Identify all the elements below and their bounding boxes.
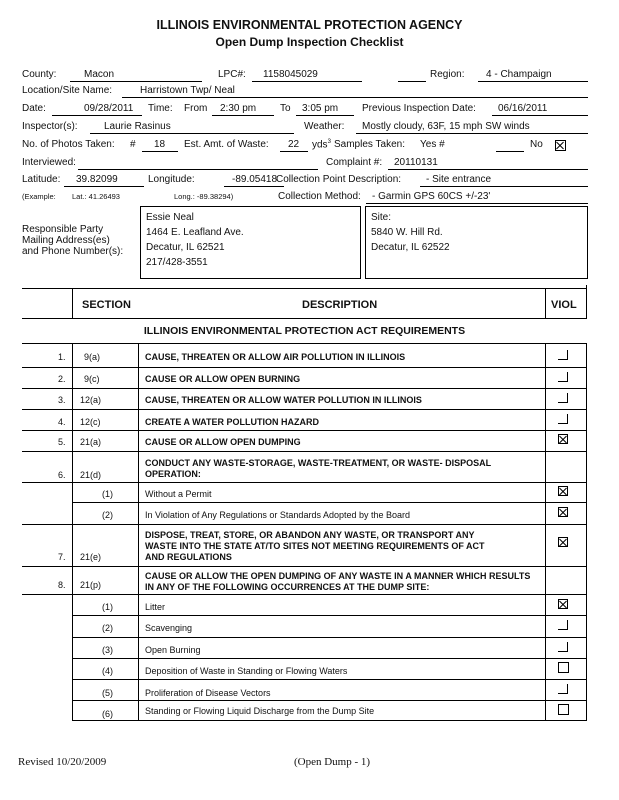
row-5-num: 5. bbox=[58, 437, 66, 447]
lpc-value: 1158045029 bbox=[263, 69, 318, 80]
date-label: Date: bbox=[22, 103, 46, 114]
collection-point-value: - Site entrance bbox=[426, 174, 492, 185]
row-3-section: 12(a) bbox=[80, 395, 102, 405]
weather-value: Mostly cloudy, 63F, 15 mph SW winds bbox=[362, 121, 530, 132]
complaint-value: 20110131 bbox=[394, 157, 438, 168]
county-value: Macon bbox=[84, 69, 115, 80]
row-8-5-description: Proliferation of Disease Vectors bbox=[145, 688, 271, 698]
samples-no-checkbox[interactable] bbox=[555, 140, 566, 151]
row-6-section: 21(d) bbox=[80, 470, 102, 480]
row-1-description: CAUSE, THREATEN OR ALLOW AIR POLLUTION IN ILLINOIS bbox=[145, 352, 406, 362]
inspectors-label: Inspector(s): bbox=[22, 121, 78, 132]
photos-value: 18 bbox=[154, 139, 166, 150]
row-4-description: CREATE A WATER POLLUTION HAZARD bbox=[145, 417, 319, 427]
row-5-section: 21(a) bbox=[80, 437, 102, 447]
site-address: Site: 5840 W. Hill Rd. Decatur, IL 62522 bbox=[371, 212, 450, 253]
row-6-description-line1: CONDUCT ANY WASTE-STORAGE, WASTE-TREATMENT, OR WASTE- DISPOSAL bbox=[145, 458, 492, 468]
row-8-num: 8. bbox=[58, 580, 66, 590]
row-4-num: 4. bbox=[58, 417, 66, 427]
row-8-3-sub: (3) bbox=[102, 645, 113, 655]
region-label: Region: bbox=[430, 69, 465, 80]
inspectors-value: Laurie Rasinus bbox=[104, 121, 171, 132]
page-label: (Open Dump - 1) bbox=[294, 756, 371, 768]
row-8-2-sub: (2) bbox=[102, 623, 113, 633]
row-8-description-line1: CAUSE OR ALLOW THE OPEN DUMPING OF ANY WASTE IN A MANNER WHICH RESULTS bbox=[145, 571, 531, 581]
samples-no-label: No bbox=[530, 139, 543, 150]
prev-inspection-value: 06/16/2011 bbox=[498, 103, 548, 114]
row-4-section: 12(c) bbox=[80, 417, 101, 427]
example-lat: Lat.: 41.26493 bbox=[72, 192, 120, 201]
time-to-value: 3:05 pm bbox=[302, 103, 339, 114]
revised-date: Revised 10/20/2009 bbox=[18, 756, 107, 768]
region-value: 4 - Champaign bbox=[486, 69, 552, 80]
row-6-description-line2: OPERATION: bbox=[145, 469, 201, 479]
row-6-2-sub: (2) bbox=[102, 510, 113, 520]
samples-label: Samples Taken: bbox=[334, 139, 405, 150]
longitude-label: Longitude: bbox=[148, 174, 195, 185]
samples-yes-label: Yes # bbox=[420, 139, 445, 150]
collection-method-value: - Garmin GPS 60CS +/-23' bbox=[372, 191, 491, 202]
row-2-num: 2. bbox=[58, 374, 66, 384]
complaint-label: Complaint #: bbox=[326, 157, 383, 168]
time-from-label: From bbox=[184, 103, 208, 114]
col-viol-header: VIOL bbox=[551, 299, 577, 311]
time-from-value: 2:30 pm bbox=[220, 103, 257, 114]
row-8-3-viol-checkbox[interactable] bbox=[558, 642, 568, 652]
row-6-1-description: Without a Permit bbox=[145, 489, 212, 499]
interviewed-label: Interviewed: bbox=[22, 157, 76, 168]
row-7-num: 7. bbox=[58, 552, 66, 562]
row-6-2-viol-checkbox[interactable] bbox=[558, 507, 568, 517]
row-8-6-sub: (6) bbox=[102, 709, 113, 719]
row-8-1-viol-checkbox[interactable] bbox=[558, 599, 568, 609]
row-2-viol-checkbox[interactable] bbox=[558, 372, 568, 382]
waste-label: Est. Amt. of Waste: bbox=[184, 139, 269, 150]
row-8-1-sub: (1) bbox=[102, 602, 113, 612]
row-8-6-description: Standing or Flowing Liquid Discharge from the Dump Site bbox=[145, 706, 375, 716]
row-1-viol-checkbox[interactable] bbox=[558, 350, 568, 360]
owner-address: Essie Neal 1464 E. Leafland Ave. Decatur, IL 62521 217/428-3551 bbox=[146, 212, 244, 268]
time-to-label: To bbox=[280, 103, 291, 114]
row-8-section: 21(p) bbox=[80, 580, 102, 590]
row-4-viol-checkbox[interactable] bbox=[558, 414, 568, 424]
row-7-viol-checkbox[interactable] bbox=[558, 537, 568, 547]
photos-label: No. of Photos Taken: bbox=[22, 139, 115, 150]
row-8-3-description: Open Burning bbox=[145, 645, 201, 655]
weather-label: Weather: bbox=[304, 121, 345, 132]
example-label: (Example: bbox=[22, 192, 56, 201]
row-8-2-description: Scavenging bbox=[145, 623, 193, 633]
row-8-description-line2: IN ANY OF THE FOLLOWING OCCURRENCES AT THE DUMP SITE: bbox=[145, 582, 430, 592]
row-6-1-viol-checkbox[interactable] bbox=[558, 486, 568, 496]
latitude-value: 39.82099 bbox=[76, 174, 118, 185]
act-requirements-heading: ILLINOIS ENVIRONMENTAL PROTECTION ACT REQUIREMENTS bbox=[143, 325, 466, 337]
row-1-num: 1. bbox=[58, 352, 66, 362]
date-value: 09/28/2011 bbox=[84, 103, 134, 114]
agency-title: ILLINOIS ENVIRONMENTAL PROTECTION AGENCY bbox=[156, 18, 463, 32]
location-value: Harristown Twp/ Neal bbox=[140, 85, 235, 96]
col-description-header: DESCRIPTION bbox=[302, 299, 378, 311]
row-3-num: 3. bbox=[58, 395, 66, 405]
row-1-section: 9(a) bbox=[84, 352, 101, 362]
row-8-5-sub: (5) bbox=[102, 688, 113, 698]
lpc-label: LPC#: bbox=[218, 69, 246, 80]
row-2-description: CAUSE OR ALLOW OPEN BURNING bbox=[145, 374, 301, 384]
collection-method-label: Collection Method: bbox=[278, 191, 361, 202]
responsible-party-label: Responsible Party Mailing Address(es) and Phone Number(s): bbox=[22, 224, 124, 257]
latitude-label: Latitude: bbox=[22, 174, 61, 185]
row-7-section: 21(e) bbox=[80, 552, 102, 562]
row-8-1-description: Litter bbox=[145, 602, 166, 612]
row-8-5-viol-checkbox[interactable] bbox=[558, 684, 568, 694]
row-7-description: DISPOSE, TREAT, STORE, OR ABANDON ANY WASTE, OR TRANSPORT ANY WASTE INTO THE STATE AT/TO SITES NOT MEETING REQUIREMENTS OF ACT AND REGULATIONS bbox=[145, 530, 485, 562]
row-8-4-viol-checkbox[interactable] bbox=[558, 662, 569, 673]
county-label: County: bbox=[22, 69, 57, 80]
waste-unit: yds$^3$ bbox=[312, 139, 331, 151]
row-3-description: CAUSE, THREATEN OR ALLOW WATER POLLUTION IN ILLINOIS bbox=[145, 395, 422, 405]
photos-hash: # bbox=[130, 139, 136, 150]
row-6-2-description: In Violation of Any Regulations or Standards Adopted by the Board bbox=[145, 510, 411, 520]
row-2-section: 9(c) bbox=[84, 374, 100, 384]
row-3-viol-checkbox[interactable] bbox=[558, 393, 568, 403]
col-section-header: SECTION bbox=[82, 299, 131, 311]
collection-point-label: Collection Point Description: bbox=[276, 174, 402, 185]
waste-value: 22 bbox=[288, 139, 300, 150]
location-label: Location/Site Name: bbox=[22, 85, 113, 96]
row-8-2-viol-checkbox[interactable] bbox=[558, 620, 568, 630]
row-8-6-viol-checkbox[interactable] bbox=[558, 704, 569, 715]
row-6-1-sub: (1) bbox=[102, 489, 113, 499]
row-5-description: CAUSE OR ALLOW OPEN DUMPING bbox=[145, 437, 301, 447]
row-6-num: 6. bbox=[58, 470, 66, 480]
row-5-viol-checkbox[interactable] bbox=[558, 434, 568, 444]
example-long: Long.: -89.38294) bbox=[174, 192, 234, 201]
time-label: Time: bbox=[148, 103, 173, 114]
row-8-4-description: Deposition of Waste in Standing or Flowing Waters bbox=[145, 666, 348, 676]
form-title: Open Dump Inspection Checklist bbox=[215, 35, 404, 49]
longitude-value: -89.05418 bbox=[232, 174, 278, 185]
prev-inspection-label: Previous Inspection Date: bbox=[362, 103, 476, 114]
row-8-4-sub: (4) bbox=[102, 666, 113, 676]
